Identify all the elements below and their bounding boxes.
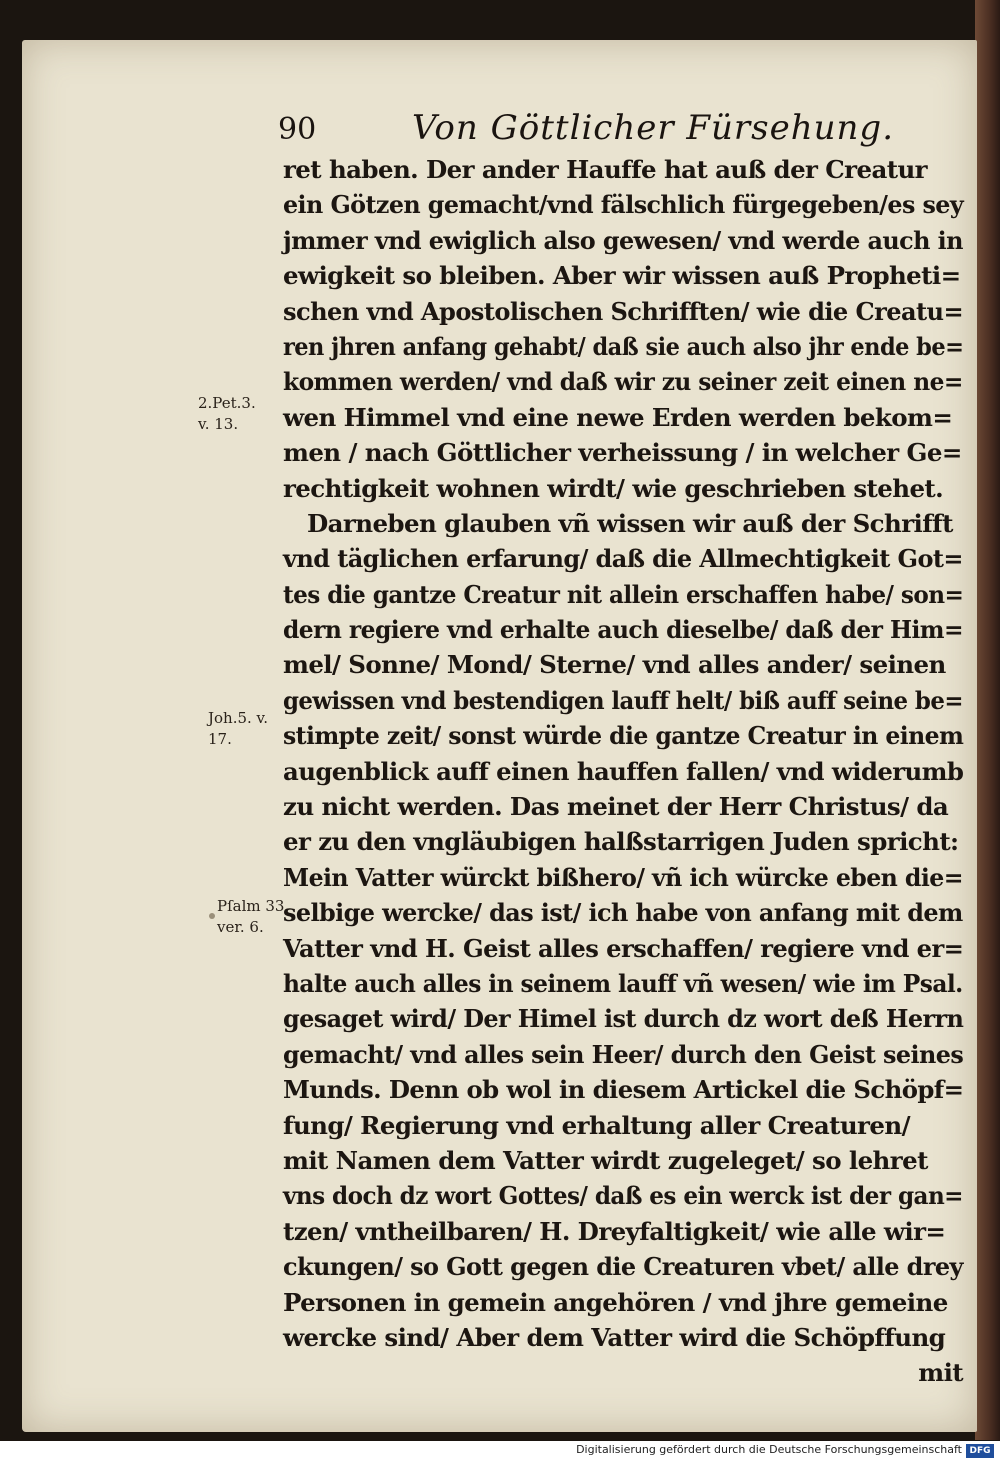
text-line: vns doch dz wort Gottes/ daß es ein werck ist der gan= [283, 1181, 963, 1211]
text-line: tzen/ vntheilbaren/ H. Dreyfaltigkeit/ wie alle wir= [283, 1216, 946, 1246]
text-line: vnd täglichen erfarung/ daß die Allmechtigkeit Got= [283, 544, 963, 574]
text-line: jmmer vnd ewiglich also gewesen/ vnd werde auch in [283, 225, 963, 255]
ink-spot [209, 913, 215, 919]
text-line: tes die gantze Creatur nit allein erschaffen habe/ son= [283, 579, 964, 609]
text-line: rechtigkeit wohnen wirdt/ wie geschrieben stehet. [283, 473, 944, 503]
text-line: Munds. Denn ob wol in diesem Artickel die Schöpf= [283, 1075, 964, 1105]
text-line: stimpte zeit/ sonst würde die gantze Creatur in einem [283, 721, 964, 751]
margin-note [208, 708, 268, 750]
text-line: Personen in gemein angehören / vnd jhre gemeine [283, 1287, 948, 1317]
text-line: wercke sind/ Aber dem Vatter wird die Schöpffung [283, 1322, 946, 1352]
text-line: selbige wercke/ das ist/ ich habe von anfang mit dem [283, 898, 963, 928]
text-line: ret haben. Der ander Hauffe hat auß der Creatur [283, 155, 927, 184]
margin-note-line: Pſalm 33. [217, 897, 290, 915]
text-line: halte auch alles in seinem lauff vñ wesen/ wie im Psal. [283, 968, 963, 998]
text-line: zu nicht werden. Das meinet der Herr Christus/ da [283, 792, 949, 822]
text-line: wen Himmel vnd eine newe Erden werden bekom= [283, 402, 953, 432]
margin-note-line: v. 13. [198, 415, 239, 433]
text-line: mit Namen dem Vatter wirdt zugeleget/ so lehret [283, 1145, 928, 1175]
text-line: augenblick auff einen hauffen fallen/ vnd widerumb [283, 756, 964, 786]
margin-note [198, 393, 256, 435]
text-line: ewigkeit so bleiben. Aber wir wissen auß Propheti= [283, 261, 961, 291]
text-line: er zu den vngläubigen halßstarrigen Juden spricht: [283, 827, 959, 857]
catchword: mit [918, 1358, 963, 1388]
page-number: 90 [278, 112, 317, 147]
margin-note-line: Joh.5. v. [208, 709, 269, 727]
text-line: gesaget wird/ Der Himel ist durch dz wort deß Herrn [283, 1004, 964, 1034]
text-line: dern regiere vnd erhalte auch dieselbe/ daß der Him= [283, 615, 964, 645]
text-line: ren jhren anfang gehabt/ daß sie auch also jhr ende be= [283, 331, 964, 361]
margin-note-line: ver. 6. [217, 918, 264, 936]
text-line: kommen werden/ vnd daß wir zu seiner zeit einen ne= [283, 367, 963, 397]
margin-note-line: 2.Pet.3. [198, 394, 256, 412]
text-line: Vatter vnd H. Geist alles erschaffen/ regiere vnd er= [283, 933, 964, 963]
text-line: ein Götzen gemacht/vnd fälschlich fürgegeben/es sey [283, 190, 964, 220]
text-line: men / nach Göttlicher verheissung / in welcher Ge= [283, 438, 962, 468]
running-title: Von Göttlicher Fürsehung. [412, 108, 895, 148]
funding-credit: Digitalisierung gefördert durch die Deutsche Forschungsgemeinschaft [576, 1443, 962, 1456]
page-edge [975, 0, 1000, 1440]
dfg-logo[interactable]: DFG [966, 1444, 994, 1458]
text-line: Mein Vatter würckt bißhero/ vñ ich würcke eben die= [283, 862, 963, 892]
text-line: schen vnd Apostolischen Schrifften/ wie die Creatu= [283, 296, 964, 326]
margin-note [217, 896, 289, 938]
text-line: Darneben glauben vñ wissen wir auß der Schrifft [307, 508, 953, 538]
footer-bar [0, 1441, 1000, 1461]
text-line: ckungen/ so Gott gegen die Creaturen vbet/ alle drey [283, 1252, 963, 1282]
text-line: fung/ Regierung vnd erhaltung aller Creaturen/ [283, 1110, 910, 1140]
text-line: gemacht/ vnd alles sein Heer/ durch den Geist seines [283, 1039, 964, 1069]
text-line: gewissen vnd bestendigen lauff helt/ biß auff seine be= [283, 685, 963, 715]
body-text [283, 152, 963, 1391]
text-line: mel/ Sonne/ Mond/ Sterne/ vnd alles ander/ seinen [283, 650, 946, 680]
margin-note-line: 17. [208, 730, 232, 748]
